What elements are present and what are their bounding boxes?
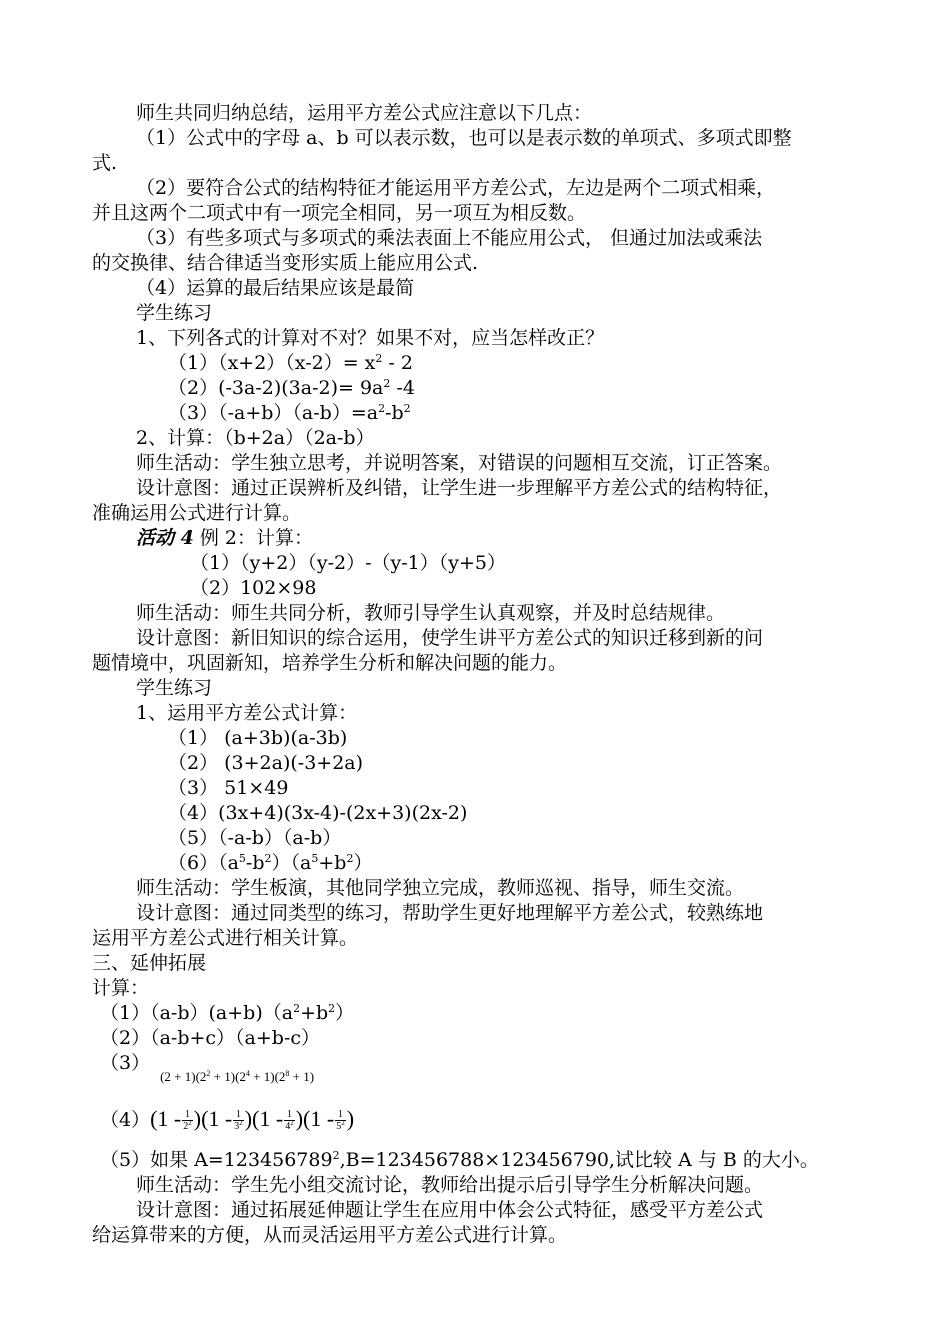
practice2-heading: 学生练习: [136, 677, 213, 699]
example-item-2: （2）102×98: [190, 577, 317, 599]
extension-intent-cont: 给运算带来的方便，从而灵活运用平方差公式进行计算。: [92, 1224, 568, 1246]
practice-item-3: $(3)(-a+b)(a-b)=a^2-b^2$: [168, 402, 411, 424]
example-item-1: （1）（y+2）（y-2）-（y-1）（y+5）: [190, 552, 506, 574]
practice-intent-cont: 准确运用公式进行计算。: [92, 502, 302, 524]
practice-intent: 设计意图：通过正误辨析及纠错，让学生进一步理解平方差公式的结构特征，: [136, 477, 783, 499]
practice-question-2: 2、计算：（b+2a）（2a-b）: [136, 427, 375, 449]
summary-point-3-cont: 的交换律、结合律适当变形实质上能应用公式.: [92, 252, 479, 274]
practice2-question: 1、运用平方差公式计算：: [136, 702, 358, 724]
extension-item-3: $(3)_{(2 + 1)(2^2 + 1)(2^4 + 1)(2^8 + 1)}$: [100, 1052, 315, 1084]
practice-activity: 师生活动：学生独立思考，并说明答案，对错误的问题相互交流，订正答案。: [136, 452, 783, 474]
extension-item-2: （2）（a-b+c）（a+b-c）: [100, 1027, 321, 1049]
example-activity: 师生活动：师生共同分析，教师引导学生认真观察，并及时总结规律。: [136, 602, 726, 624]
practice2-item-1: （1） (a+3b)(a-3b): [168, 727, 348, 749]
extension-formula-4: (1 - $\frac{1}{2^2}$ )(1 - $\frac{1}{3^2}$ )(1 - $\frac{1}{4^2}$ )(1 - $\frac{1}{5^2}$ ): [150, 1106, 355, 1133]
extension-heading: 三、延伸拓展: [92, 952, 207, 974]
extension-item-5: （5）如果 $A=123456789^2,B=123456788\times 123456790$,试比较 A 与 B 的大小。: [100, 1149, 819, 1171]
practice-question-1: 1、下列各式的计算对不对？如果不对，应当怎样改正？: [136, 327, 605, 349]
summary-point-4: （4）运算的最后结果应该是最简: [136, 277, 415, 299]
activity4-label: 活动 4: [136, 527, 194, 549]
summary-point-2: （2）要符合公式的结构特征才能运用平方差公式，左边是两个二项式相乘，: [136, 177, 776, 199]
summary-intro: 师生共同归纳总结，运用平方差公式应注意以下几点：: [136, 102, 593, 124]
activity4-header: 活动 4 例 2：计算：: [136, 527, 314, 549]
summary-point-1-cont: 式.: [92, 152, 118, 174]
example-intent-cont: 题情境中，巩固新知，培养学生分析和解决问题的能力。: [92, 652, 568, 674]
practice2-item-6: $(6)(a^5-b^2)(a^5+b^2)$: [168, 852, 373, 874]
practice-item-2: $(2)(-3a-2)(3a-2)= 9a^2$ -4: [168, 377, 415, 399]
practice2-item-3: （3） 51×49: [168, 777, 289, 799]
practice2-activity: 师生活动：学生板演，其他同学独立完成，教师巡视、指导，师生交流。: [136, 877, 745, 899]
practice2-item-2: （2） (3+2a)(-3+2a): [168, 752, 364, 774]
extension-activity: 师生活动：学生先小组交流讨论，教师给出提示后引导学生分析解决问题。: [136, 1174, 764, 1196]
extension-item-4: （4）(1 - $\frac{1}{2^2}$ )(1 - $\frac{1}{3^2}$ )(1 - $\frac{1}{4^2}$ )(1 - $\frac{1}{5^2}$ ): [100, 1106, 355, 1133]
practice2-item-4: （4）(3x+4)(3x-4)-(2x+3)(2x-2): [168, 802, 468, 824]
extension-formula-3: (2 + 1)(22 + 1)(24 + 1)(28 + 1): [160, 1069, 315, 1084]
summary-point-1: （1）公式中的字母 a、b 可以表示数，也可以是表示数的单项式、多项式即整: [136, 127, 792, 149]
extension-intent: 设计意图：通过拓展延伸题让学生在应用中体会公式特征，感受平方差公式: [136, 1199, 764, 1221]
practice2-intent-cont: 运用平方差公式进行相关计算。: [92, 927, 359, 949]
practice-item-1: $(1)(x+2)(x-2)= x^2 - 2$: [168, 352, 413, 374]
summary-point-2-cont: 并且这两个二项式中有一项完全相同，另一项互为相反数。: [92, 202, 587, 224]
extension-calc-label: 计算：: [92, 977, 150, 999]
practice2-intent: 设计意图：通过同类型的练习，帮助学生更好地理解平方差公式，较熟练地: [136, 902, 764, 924]
example-intent: 设计意图：新旧知识的综合运用，使学生讲平方差公式的知识迁移到新的问: [136, 627, 764, 649]
summary-point-3: （3）有些多项式与多项式的乘法表面上不能应用公式， 但通过加法或乘法: [136, 227, 763, 249]
practice-heading: 学生练习: [136, 302, 213, 324]
extension-item-1: $(1)(a-b)(a+b)(a^2+b^2)$: [100, 1002, 355, 1024]
practice2-item-5: （5）（-a-b）（a-b）: [168, 827, 342, 849]
